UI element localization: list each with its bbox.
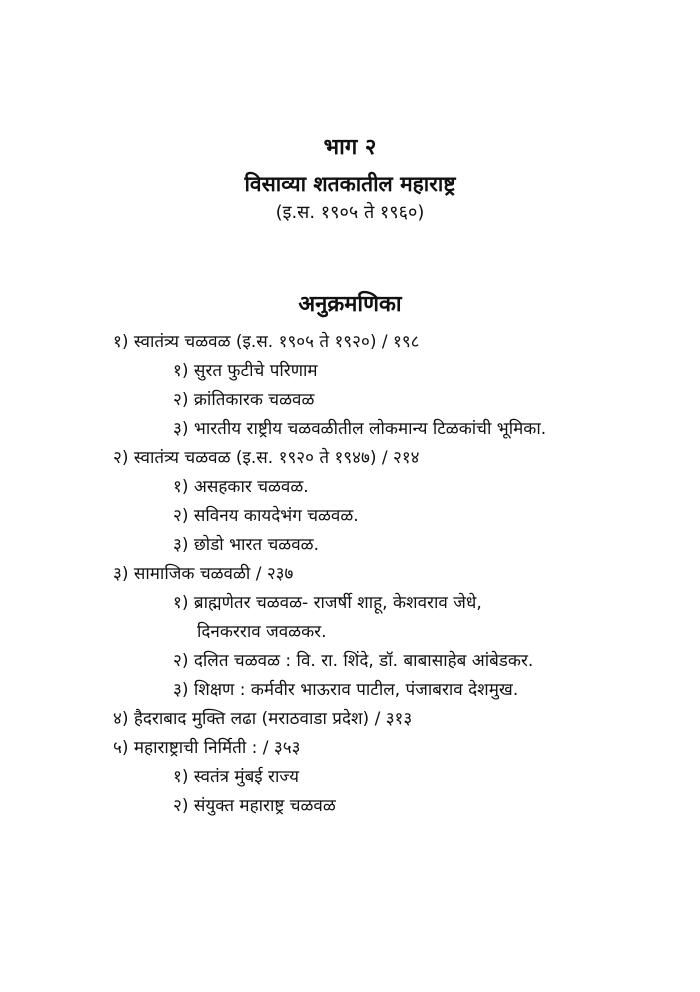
toc-subitem: २) संयुक्त महाराष्ट्र चळवळ <box>173 796 336 816</box>
page-title: विसाव्या शतकातील महाराष्ट्र <box>244 172 456 196</box>
toc-subitem: १) असहकार चळवळ. <box>173 477 309 497</box>
toc-subitem: २) दलित चळवळ : वि. रा. शिंदे, डॉ. बाबासाहेब आंबेडकर. <box>173 651 534 671</box>
toc-subitem: ३) छोडो भारत चळवळ. <box>173 535 319 555</box>
toc-subitem: १) ब्राह्मणेतर चळवळ- राजर्षी शाहू, केशवराव जेधे, <box>173 593 482 613</box>
toc-heading: अनुक्रमणिका <box>298 292 402 317</box>
part-heading: भाग २ <box>323 135 377 160</box>
toc-chapter-4: ४) हैदराबाद मुक्ति लढा (मराठवाडा प्रदेश) / ३१३ <box>113 709 413 729</box>
toc-chapter-5: ५) महाराष्ट्राची निर्मिती : / ३५३ <box>113 738 301 758</box>
toc-subitem: ३) भारतीय राष्ट्रीय चळवळीतील लोकमान्य टिळकांची भूमिका. <box>173 419 547 439</box>
toc-subitem: २) क्रांतिकारक चळवळ <box>173 390 315 410</box>
toc-subitem: ३) शिक्षण : कर्मवीर भाऊराव पाटील, पंजाबराव देशमुख. <box>173 680 519 700</box>
toc-subitem: २) सविनय कायदेभंग चळवळ. <box>173 506 359 526</box>
toc-chapter-1: १) स्वातंत्र्य चळवळ (इ.स. १९०५ ते १९२०) / १९८ <box>113 332 420 352</box>
toc-subitem-continuation: दिनकरराव जवळकर. <box>197 622 327 642</box>
toc-subitem: १) सुरत फुटीचे परिणाम <box>173 361 318 381</box>
period-range: (इ.स. १९०५ ते १९६०) <box>275 202 425 223</box>
toc-chapter-2: २) स्वातंत्र्य चळवळ (इ.स. १९२० ते १९४७) / २१४ <box>113 448 420 468</box>
toc-subitem: १) स्वतंत्र मुंबई राज्य <box>173 767 299 787</box>
toc-chapter-3: ३) सामाजिक चळवळी / २३७ <box>113 564 294 584</box>
